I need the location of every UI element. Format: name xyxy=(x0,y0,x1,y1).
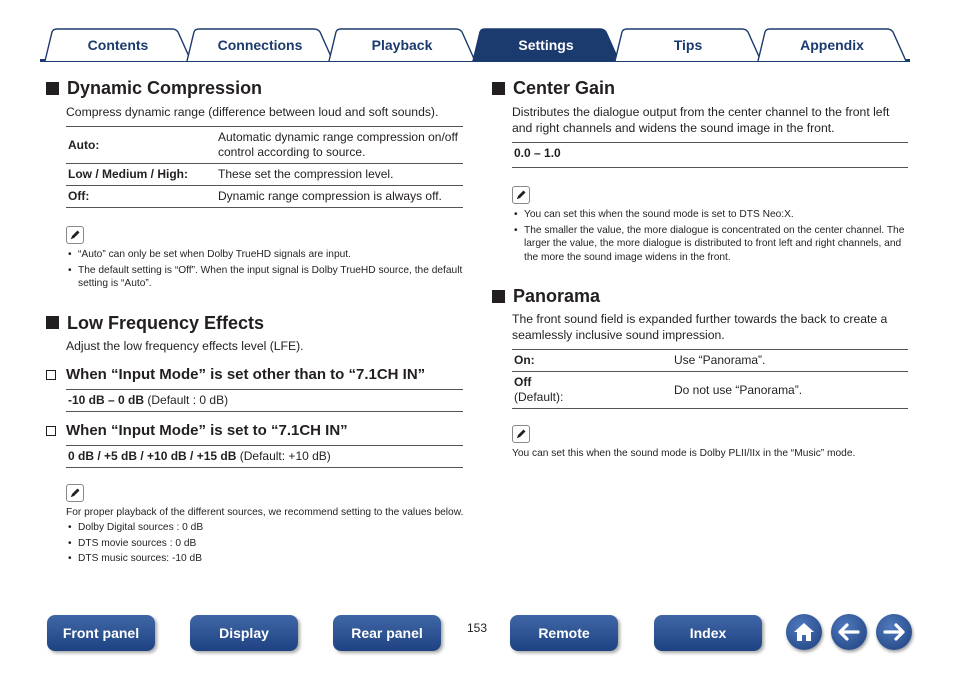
tab-label-connections: Connections xyxy=(217,36,303,53)
note-item: • Dolby Digital sources : 0 dB xyxy=(66,521,464,535)
option-key: Off: xyxy=(66,186,216,208)
forward-button[interactable] xyxy=(876,614,912,650)
section-title: Panorama xyxy=(513,286,601,306)
lfe-description: Adjust the low frequency effects level (LFE). xyxy=(66,338,304,353)
tab-playback[interactable] xyxy=(328,28,476,61)
tab-settings[interactable] xyxy=(472,28,620,61)
range-value: 0.0 – 1.0 xyxy=(512,143,908,168)
option-key: Off xyxy=(514,375,532,389)
checkbox-bullet-icon xyxy=(46,426,56,436)
tab-label-contents: Contents xyxy=(87,36,149,53)
table-row xyxy=(66,164,463,186)
note-item: • DTS movie sources : 0 dB xyxy=(66,537,464,551)
rear-panel-button[interactable]: Rear panel xyxy=(333,615,441,651)
front-panel-button[interactable]: Front panel xyxy=(47,615,155,651)
note-intro: For proper playback of the different sources, we recommend setting to the values below. xyxy=(66,506,464,518)
note-text: You can set this when the sound mode is Dolby PLII/IIx in the “Music” mode. xyxy=(512,448,856,459)
tab-tips[interactable] xyxy=(614,28,762,61)
section-bullet-icon xyxy=(46,82,59,95)
option-value: Dynamic range compression is always off. xyxy=(216,186,463,208)
dynamic-compression-description: Compress dynamic range (difference between loud and soft sounds). xyxy=(66,105,439,119)
table-row xyxy=(512,372,908,409)
panorama-table xyxy=(512,349,908,409)
arrow-left-icon xyxy=(837,622,861,642)
tab-contents[interactable] xyxy=(44,28,192,61)
note-item: • “Auto” can only be set when Dolby TrueHD signals are input. xyxy=(66,248,464,262)
subsection-title: When “Input Mode” is set other than to “7.1CH IN” xyxy=(66,365,426,383)
top-tab-bar xyxy=(0,0,954,64)
arrow-right-icon xyxy=(882,622,906,642)
option-key-cell xyxy=(512,372,672,409)
panorama-description: The front sound field is expanded further towards the back to create a seamlessly inclusive sound impression. xyxy=(512,312,888,342)
section-bullet-icon xyxy=(492,290,505,303)
tab-appendix[interactable] xyxy=(757,28,907,61)
center-gain-note xyxy=(512,186,908,264)
checkbox-bullet-icon xyxy=(46,370,56,380)
subsection-title: When “Input Mode” is set to “7.1CH IN” xyxy=(66,421,348,439)
section-title: Center Gain xyxy=(513,78,616,98)
right-column xyxy=(492,72,908,461)
remote-button[interactable]: Remote xyxy=(510,615,618,651)
panorama-heading xyxy=(492,286,908,306)
range-value: -10 dB – 0 dB xyxy=(68,392,145,407)
range-cell xyxy=(66,389,463,411)
section-title: Dynamic Compression xyxy=(67,78,263,98)
section-title: Low Frequency Effects xyxy=(67,312,265,333)
home-button[interactable] xyxy=(786,614,822,650)
default-value: (Default : 0 dB) xyxy=(147,392,229,407)
tab-label-tips: Tips xyxy=(673,36,703,53)
option-value: These set the compression level. xyxy=(216,164,463,186)
page-number: 153 xyxy=(466,621,488,635)
table-row xyxy=(66,127,463,164)
table-row xyxy=(512,350,908,372)
option-value: Do not use “Panorama”. xyxy=(672,372,908,409)
lfe-subsection-other-heading xyxy=(46,366,464,384)
option-value: Automatic dynamic range compression on/off control according to source. xyxy=(216,127,463,164)
tab-label-appendix: Appendix xyxy=(800,36,864,53)
center-gain-range-table xyxy=(512,142,908,168)
table-row xyxy=(512,143,908,168)
note-item: • The default setting is “Off”. When the input signal is Dolby TrueHD source, the default setting is “Auto”. xyxy=(66,264,464,291)
pencil-icon xyxy=(512,186,530,204)
low-frequency-effects-heading xyxy=(46,313,464,333)
lfe-note xyxy=(66,484,464,566)
table-row xyxy=(66,186,463,208)
pencil-icon xyxy=(66,226,84,244)
section-bullet-icon xyxy=(46,316,59,329)
option-key: Auto: xyxy=(66,127,216,164)
lfe-subsection-71ch-heading xyxy=(46,422,464,440)
index-button[interactable]: Index xyxy=(654,615,762,651)
table-row xyxy=(66,389,463,411)
option-key: Low / Medium / High: xyxy=(66,164,216,186)
center-gain-description: Distributes the dialogue output from the center channel to the front left and right channels and widens the sound image in the front. xyxy=(512,105,890,135)
option-value: Use “Panorama”. xyxy=(672,350,908,372)
lfe-range-table-71ch xyxy=(66,445,463,468)
back-button[interactable] xyxy=(831,614,867,650)
dynamic-compression-table xyxy=(66,126,463,208)
range-value: 0 dB / +5 dB / +10 dB / +15 dB xyxy=(68,448,237,463)
option-key-sub: (Default): xyxy=(514,390,564,404)
display-button[interactable]: Display xyxy=(190,615,298,651)
left-column xyxy=(46,72,464,566)
dynamic-compression-heading xyxy=(46,78,464,98)
pencil-icon xyxy=(512,425,530,443)
tab-label-playback: Playback xyxy=(371,36,433,53)
tab-label-settings: Settings xyxy=(518,36,574,53)
range-cell xyxy=(66,445,463,467)
panorama-note xyxy=(512,425,908,461)
default-value: (Default: +10 dB) xyxy=(239,448,331,463)
dynamic-compression-note xyxy=(66,226,464,291)
section-bullet-icon xyxy=(492,82,505,95)
home-icon xyxy=(792,621,816,643)
tab-connections[interactable] xyxy=(186,28,334,61)
center-gain-heading xyxy=(492,78,908,98)
pencil-icon xyxy=(66,484,84,502)
lfe-range-table-other xyxy=(66,389,463,412)
note-item: • DTS music sources: -10 dB xyxy=(66,552,464,566)
table-row xyxy=(66,445,463,467)
note-item: • You can set this when the sound mode is set to DTS Neo:X. xyxy=(512,208,908,222)
note-item: • The smaller the value, the more dialogue is concentrated on the center channel. The larger the value, the more dialogue is distributed to front left and right channels, and the more the sound image widens in the front. xyxy=(512,224,908,265)
option-key: On: xyxy=(512,350,672,372)
